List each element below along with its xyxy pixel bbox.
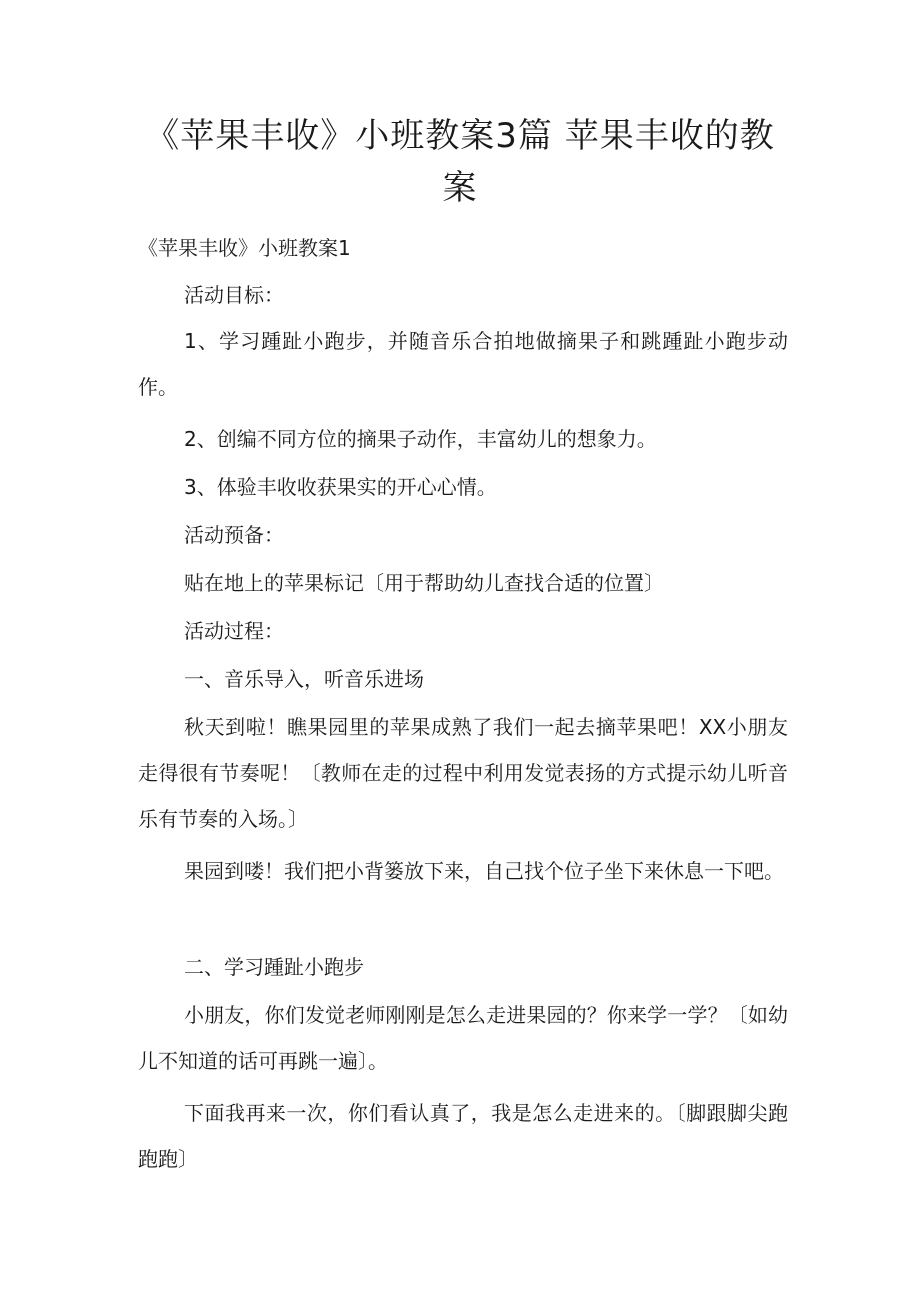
paragraph-prep-content: 贴在地上的苹果标记〔用于帮助幼儿查找合适的位置〕 [184,571,664,595]
paragraph-prep-heading: 活动预备： [184,523,284,547]
paragraph-step-2-question: 小朋友，你们发觉老师刚刚是怎么走进果园的？你来学一学？〔如幼儿不知道的话可再跳一遍〕。 [138,1003,788,1073]
section-heading: 《苹果丰收》小班教案1 [138,236,351,260]
paragraph-goal-2: 2、创编不同方位的摘果子动作，丰富幼儿的想象力。 [184,427,657,451]
paragraph-step-2-demo: 下面我再来一次，你们看认真了，我是怎么走进来的。〔脚跟脚尖跑跑跑〕 [138,1101,788,1171]
paragraph-step-1-rest: 果园到喽！我们把小背篓放下来，自己找个位子坐下来休息一下吧。 [184,859,784,883]
document-title: 《苹果丰收》小班教案3篇 苹果丰收的教案 [145,116,775,208]
paragraph-step-1-content: 秋天到啦！瞧果园里的苹果成熟了我们一起去摘苹果吧！XX小朋友走得很有节奏呢！〔教师在走的过程中利用发觉表扬的方式提示幼儿听音乐有节奏的入场。〕 [138,715,788,831]
paragraph-step-1-heading: 一、音乐导入，听音乐进场 [184,667,424,691]
paragraph-goal-3: 3、体验丰收收获果实的开心心情。 [184,475,497,499]
paragraph-goal-1: 1、学习踵趾小跑步，并随音乐合拍地做摘果子和跳踵趾小跑步动作。 [138,329,788,399]
paragraph-goals-heading: 活动目标： [184,283,284,307]
paragraph-step-2-heading: 二、学习踵趾小跑步 [184,955,364,979]
paragraph-process-heading: 活动过程： [184,619,284,643]
